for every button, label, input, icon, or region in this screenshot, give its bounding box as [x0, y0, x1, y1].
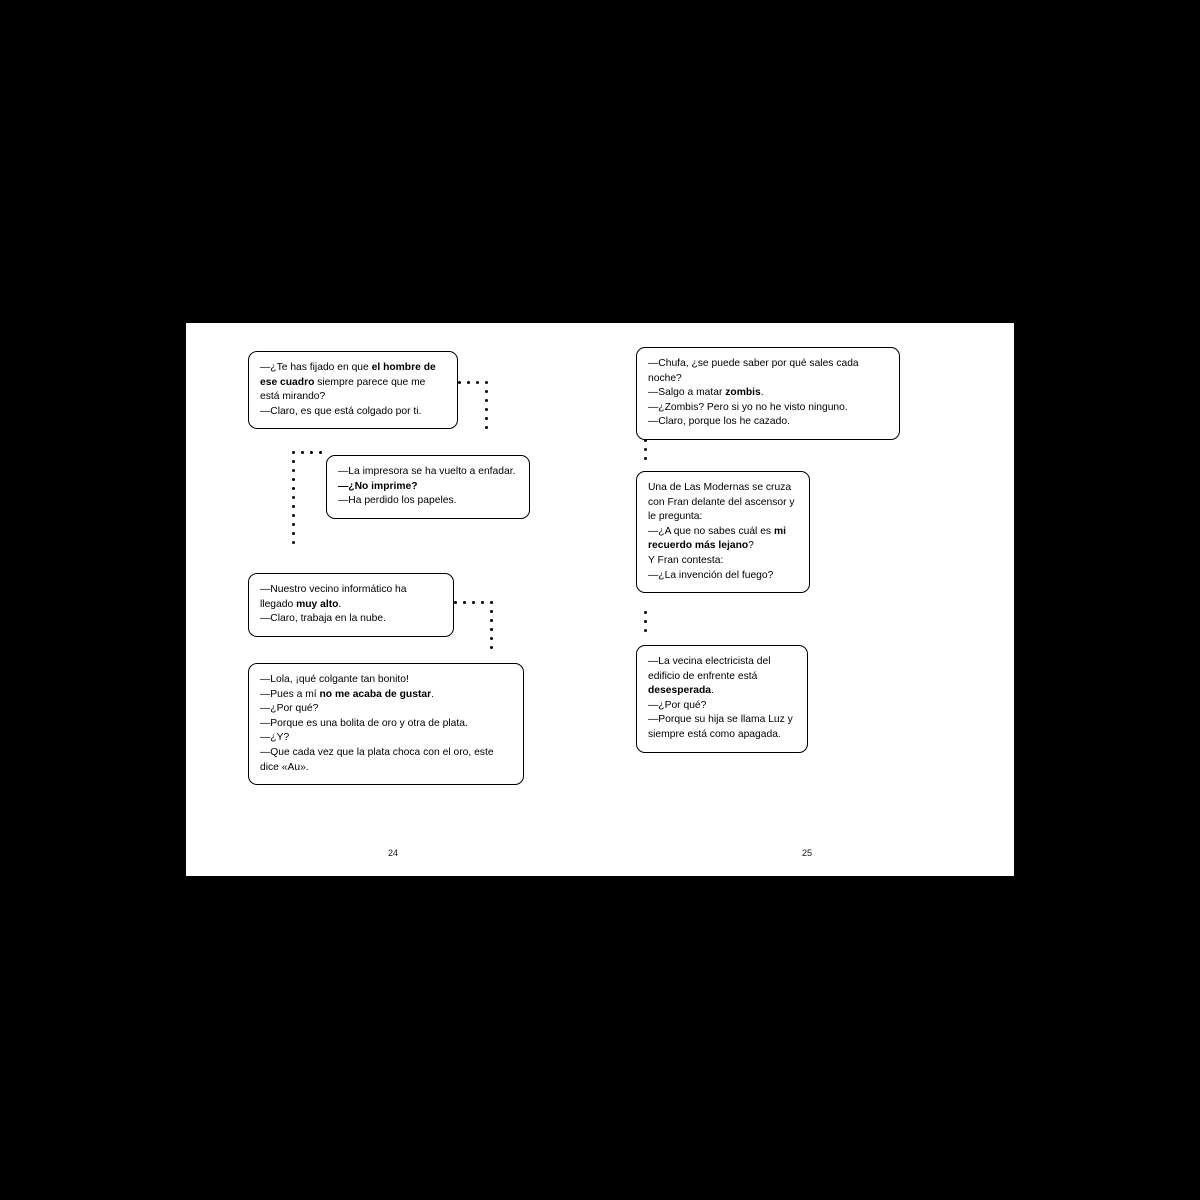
joke-line: —Que cada vez que la plata choca con el oro, este dice «Au». — [260, 747, 494, 773]
joke-line: —¿No imprime? — [338, 480, 418, 492]
joke-line: —¿Y? — [260, 732, 290, 744]
joke-line: —Salgo a matar zombis. — [648, 387, 764, 399]
bubble-tail-dots — [292, 451, 332, 569]
joke-line: Una de Las Modernas se cruza con Fran delante del ascensor y le pregunta: — [648, 482, 795, 523]
page-number-left: 24 — [387, 848, 398, 858]
page-number-right: 25 — [801, 848, 812, 858]
joke-bubble-recuerdo-lejano — [636, 471, 810, 593]
joke-line: Y Fran contesta: — [648, 555, 724, 567]
joke-line: —La impresora se ha vuelto a enfadar. — [338, 466, 516, 477]
joke-bubble-vecina-electricista — [636, 645, 808, 753]
joke-line: —Claro, es que está colgado por ti. — [260, 405, 422, 417]
joke-line: —Porque es una bolita de oro y otra de plata. — [260, 717, 468, 729]
joke-line: —¿Por qué? — [260, 703, 319, 715]
joke-line: —Chufa, ¿se puede saber por qué sales cada noche? — [648, 358, 859, 384]
joke-bubble-impresora — [326, 455, 530, 519]
joke-line: —Ha perdido los papeles. — [338, 495, 457, 507]
joke-line: —Lola, ¡qué colgante tan bonito! — [260, 674, 409, 685]
joke-line: —Claro, porque los he cazado. — [648, 416, 790, 428]
book-spread — [186, 323, 1014, 876]
bubble-tail-dots — [458, 381, 504, 449]
bubble-tail-dots — [644, 439, 656, 469]
joke-line: —Pues a mí no me acaba de gustar. — [260, 688, 434, 700]
joke-bubble-vecino-informatico — [248, 573, 454, 637]
joke-line: —La vecina electricista del edificio de enfrente está desesperada. — [648, 656, 771, 697]
joke-bubble-lola-colgante — [248, 663, 524, 785]
bubble-tail-dots — [644, 611, 656, 647]
joke-bubble-hombre-cuadro — [248, 351, 458, 429]
joke-line: —Nuestro vecino informático ha llegado muy alto. — [260, 584, 407, 610]
joke-line: —Claro, trabaja en la nube. — [260, 613, 386, 625]
joke-line: —¿La invención del fuego? — [648, 569, 774, 581]
joke-line: —Porque su hija se llama Luz y siempre está como apagada. — [648, 714, 793, 741]
joke-line: —¿Te has fijado en que el hombre de ese cuadro siempre parece que me está mirando? — [260, 362, 436, 403]
joke-line: —¿Por qué? — [648, 699, 707, 711]
joke-line: —¿A que no sabes cuál es mi recuerdo más lejano? — [648, 525, 786, 552]
joke-bubble-chufa-zombis — [636, 347, 900, 440]
joke-line: —¿Zombis? Pero si yo no he visto ninguno. — [648, 401, 848, 413]
page-left — [186, 323, 600, 876]
page-right — [600, 323, 1014, 876]
